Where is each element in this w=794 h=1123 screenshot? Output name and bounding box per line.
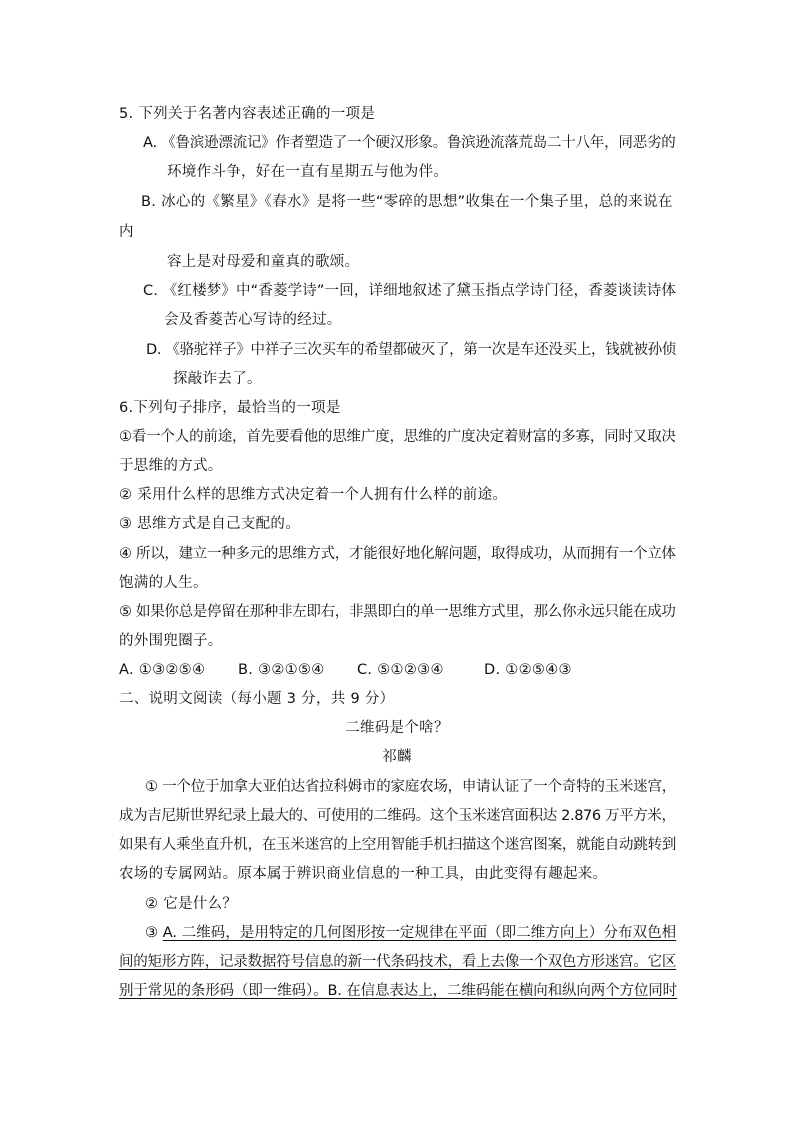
paragraph3-line3: 别于常见的条形码（即一维码）。B. 在信息表达上，二维码能在横向和纵向两个方位同时 — [119, 983, 678, 999]
q6-sentence1-line1: ①看一个人的前途，首先要看他的思维广度，思维的广度决定着财富的多寡，同时又取决 — [119, 429, 676, 445]
q6-option-c: C. ⑤①②③④ — [357, 662, 444, 678]
q6-sentence3: ③ 思维方式是自己支配的。 — [119, 516, 301, 532]
q6-option-a: A. ①③②⑤④ — [119, 662, 206, 678]
q6-sentence5-line1: ⑤ 如果你总是停留在那种非左即右，非黑即白的单一思维方式里，那么你永远只能在成功 — [119, 604, 676, 620]
paragraph3-number: ③ — [145, 925, 163, 941]
q5-option-b-line2: 容上是对母爱和童真的歌颂。 — [167, 254, 360, 270]
paragraph2: ② 它是什么？ — [145, 896, 238, 912]
q5-option-c-line1: C. 《红楼梦》中“香菱学诗”一回，详细地叙述了黛玉指点学诗门径，香菱谈读诗体 — [143, 283, 677, 299]
q6-option-b: B. ③②①⑤④ — [238, 662, 325, 678]
q5-option-b-line1: B. 冰心的《繁星》《春水》是将一些“零碎的思想”收集在一个集子里，总的来说在 — [141, 194, 673, 210]
q6-sentence1-line2: 于思维的方式。 — [119, 458, 223, 474]
paragraph3-line2: 间的矩形方阵，记录数据符号信息的新一代条码技术，看上去像一个双色方形迷宫。它区 — [119, 954, 677, 970]
paragraph1-line2: 成为吉尼斯世界纪录上最大的、可使用的二维码。这个玉米迷宫面积达 2.876 万平方米， — [119, 808, 676, 824]
q5-option-d-line1: D. 《骆驼祥子》中祥子三次买车的希望都破灭了，第一次是车还没买上，钱就被孙侦 — [146, 342, 677, 358]
q5-stem: 5. 下列关于名著内容表述正确的一项是 — [119, 106, 376, 122]
q5-option-c-line2: 会及香菱苦心写诗的经过。 — [164, 312, 342, 328]
article-title: 二维码是个啥？ — [345, 720, 449, 736]
paragraph1-line4: 农场的专属网站。原本属于辨识商业信息的一种工具，由此变得有趣起来。 — [119, 866, 608, 882]
q5-option-d-line2: 探敲诈去了。 — [173, 371, 262, 387]
q6-stem: 6.下列句子排序，最恰当的一项是 — [119, 400, 341, 416]
q5-option-b-line1-wrap: 内 — [119, 224, 134, 240]
q5-option-a-line1: A. 《鲁滨逊漂流记》作者塑造了一个硬汉形象。鲁滨逊流落荒岛二十八年，同恶劣的 — [143, 135, 676, 151]
q6-option-d: D. ①②⑤④③ — [484, 662, 572, 678]
paragraph3-line1-text: A. 二维码，是用特定的几何图形按一定规律在平面（即二维方向上）分布双色相 — [162, 925, 677, 941]
paragraph3-line1 — [145, 923, 676, 943]
section2-heading: 二、说明文阅读（每小题 3 分，共 9 分） — [119, 691, 395, 707]
q6-sentence4-line1: ④ 所以，建立一种多元的思维方式，才能很好地化解问题，取得成功，从而拥有一个立体 — [119, 546, 676, 562]
q6-sentence4-line2: 饱满的人生。 — [119, 575, 208, 591]
q5-option-a-line2: 环境作斗争，好在一直有星期五与他为伴。 — [167, 164, 449, 180]
paragraph1-line1: ① 一个位于加拿大亚伯达省拉科姆市的家庭农场，申请认证了一个奇特的玉米迷宫， — [145, 779, 677, 795]
article-author: 祁麟 — [382, 749, 412, 765]
paragraph1-line3: 如果有人乘坐直升机，在玉米迷宫的上空用智能手机扫描这个迷宫图案，就能自动跳转到 — [119, 837, 677, 853]
q6-sentence2: ② 采用什么样的思维方式决定着一个人拥有什么样的前途。 — [119, 487, 508, 503]
q6-sentence5-line2: 的外围兜圈子。 — [119, 633, 223, 649]
